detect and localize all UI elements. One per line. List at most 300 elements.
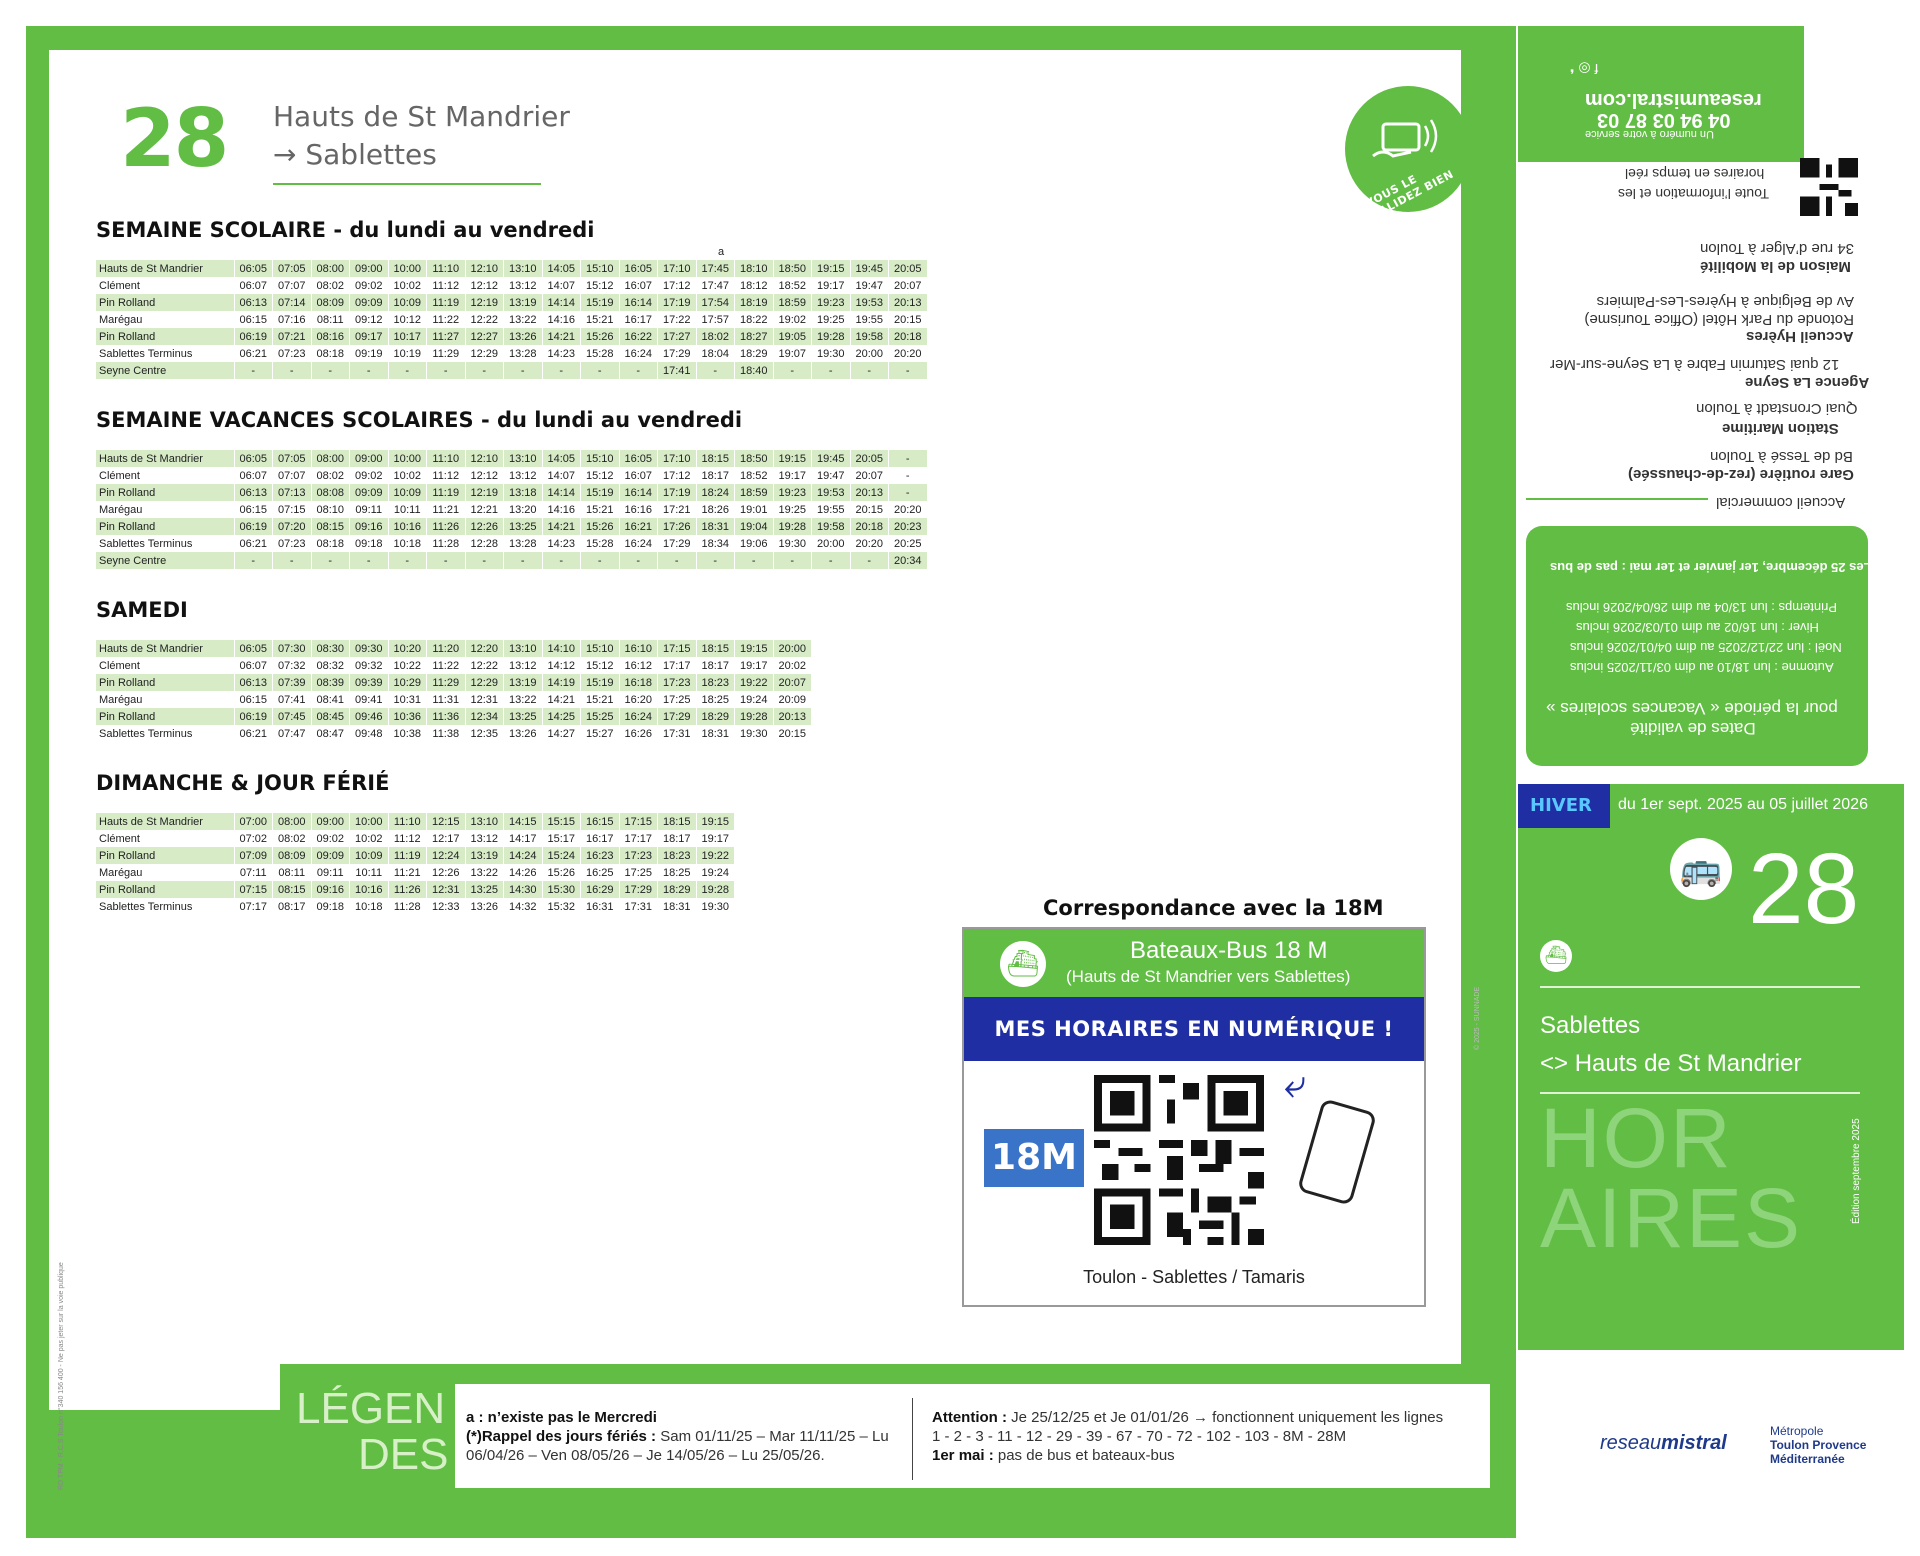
qr-caption-1: Toute l’information et les — [1618, 186, 1769, 202]
social-icons[interactable]: f ◎ ❛ — [1570, 61, 1599, 77]
departure-time: 17:10 — [658, 260, 697, 277]
departure-time: 09:16 — [311, 881, 350, 898]
departure-time: 13:10 — [465, 813, 504, 830]
departure-time: 17:15 — [658, 640, 697, 657]
cover-line-number: 28 — [1748, 833, 1860, 945]
departure-time: 16:21 — [619, 518, 658, 535]
table-row — [96, 813, 735, 830]
departure-time: 17:31 — [658, 725, 697, 742]
departure-time: 19:55 — [850, 311, 889, 328]
departure-time: 15:21 — [581, 691, 620, 708]
departure-time: 11:21 — [427, 501, 466, 518]
may-label: 1er mai : — [932, 1447, 994, 1464]
departure-time: 19:22 — [696, 847, 735, 864]
departure-time: 17:27 — [658, 328, 697, 345]
departure-time: 20:18 — [889, 328, 928, 345]
departure-time: 19:30 — [773, 535, 812, 552]
departure-time: - — [581, 552, 620, 569]
departure-time: 11:29 — [427, 345, 466, 362]
departure-time: 15:10 — [581, 640, 620, 657]
departure-time: 19:25 — [812, 311, 851, 328]
departure-time: - — [889, 362, 928, 379]
departure-time: 14:19 — [542, 674, 581, 691]
season-dates: du 1er sept. 2025 au 05 juillet 2026 — [1618, 796, 1868, 813]
departure-time: 17:23 — [619, 847, 658, 864]
departure-time: 13:19 — [465, 847, 504, 864]
departure-time: 16:31 — [581, 898, 620, 915]
departure-time: 09:11 — [311, 864, 350, 881]
departure-time: 11:19 — [427, 484, 466, 501]
departure-time: 06:21 — [234, 725, 273, 742]
departure-time: 09:11 — [350, 501, 389, 518]
departure-time: 19:05 — [773, 328, 812, 345]
departure-time: 16:20 — [619, 691, 658, 708]
phone-number[interactable]: 04 94 03 87 03 — [1597, 109, 1731, 131]
departure-time: 15:12 — [581, 467, 620, 484]
boat-route: (Hauts de St Mandrier vers Sablettes) — [1066, 967, 1351, 986]
cover-big-word — [1540, 1091, 1803, 1265]
departure-time: 10:38 — [388, 725, 427, 742]
departure-time: - — [542, 552, 581, 569]
departure-time: - — [388, 362, 427, 379]
departure-time: 06:07 — [234, 467, 273, 484]
table-row — [96, 345, 927, 362]
departure-time: 17:54 — [696, 294, 735, 311]
departure-time: 10:18 — [388, 535, 427, 552]
stop-name: Pin Rolland — [96, 328, 234, 345]
departure-time: 15:15 — [542, 813, 581, 830]
section-title-holiday-week: SEMAINE VACANCES SCOLAIRES - du lundi au vendredi — [96, 408, 743, 432]
stop-name: Marégau — [96, 501, 234, 518]
departure-time: 10:12 — [388, 311, 427, 328]
table-row — [96, 277, 927, 294]
departure-time: 14:30 — [504, 881, 543, 898]
departure-time: 19:30 — [812, 345, 851, 362]
departure-time: 13:25 — [465, 881, 504, 898]
legend-heading-2: DES — [358, 1430, 449, 1479]
departure-time: 15:26 — [542, 864, 581, 881]
departure-time: - — [427, 362, 466, 379]
table-row — [96, 484, 927, 501]
departure-time: 17:29 — [658, 535, 697, 552]
departure-time: 17:29 — [658, 708, 697, 725]
departure-time: 20:13 — [850, 484, 889, 501]
digital-timetable-banner: MES HORAIRES EN NUMÉRIQUE ! — [964, 997, 1424, 1061]
departure-time: 07:05 — [273, 450, 312, 467]
table-row — [96, 328, 927, 345]
departure-time: 19:02 — [773, 311, 812, 328]
validity-line-3: Hiver : lun 16/02 au dim 01/03/2026 inclus — [1576, 620, 1819, 635]
departure-time: 17:29 — [658, 345, 697, 362]
departure-time: 17:22 — [658, 311, 697, 328]
section-title-sunday: DIMANCHE & JOUR FÉRIÉ — [96, 771, 390, 795]
departure-time: 18:17 — [696, 657, 735, 674]
departure-time: 06:13 — [234, 484, 273, 501]
departure-time: 20:13 — [889, 294, 928, 311]
departure-time: 14:26 — [504, 864, 543, 881]
table-row — [96, 898, 735, 915]
departure-time: 16:17 — [619, 311, 658, 328]
table-row — [96, 450, 927, 467]
smartphone-icon — [1297, 1098, 1377, 1206]
office-addr-4: Quai Cronstadt à Toulon — [1696, 400, 1858, 417]
departure-time: 20:15 — [773, 725, 812, 742]
departure-time: 18:50 — [773, 260, 812, 277]
stop-name: Sablettes Terminus — [96, 725, 234, 742]
departure-time: 11:36 — [427, 708, 466, 725]
departure-time: 07:14 — [273, 294, 312, 311]
departure-time: 08:09 — [311, 294, 350, 311]
metropole-line-1: Métropole — [1770, 1424, 1824, 1438]
office-addr-1: 34 rue d’Alger à Toulon — [1700, 240, 1854, 257]
table-row — [96, 535, 927, 552]
departure-time: 08:02 — [273, 830, 312, 847]
departure-time: 11:22 — [427, 657, 466, 674]
departure-time: 06:05 — [234, 450, 273, 467]
stop-name: Clément — [96, 830, 234, 847]
departure-time: 09:09 — [311, 847, 350, 864]
departure-time: 19:28 — [696, 881, 735, 898]
departure-time: 15:21 — [581, 311, 620, 328]
departure-time: 09:48 — [350, 725, 389, 742]
validity-title-2: pour la période « Vacances scolaires » — [1546, 699, 1838, 718]
departure-time: 19:47 — [850, 277, 889, 294]
departure-time: 12:10 — [465, 260, 504, 277]
departure-time: 20:09 — [773, 691, 812, 708]
departure-time: 19:58 — [812, 518, 851, 535]
timetable-sunday — [96, 813, 735, 915]
departure-time: 12:12 — [465, 467, 504, 484]
stop-name: Hauts de St Mandrier — [96, 260, 234, 277]
departure-time: - — [773, 552, 812, 569]
legend-attention — [932, 1408, 1452, 1465]
office-addr-2: 12 quai Saturnin Fabre à La Seyne-sur-Mer — [1550, 356, 1840, 373]
departure-time: 14:23 — [542, 345, 581, 362]
departure-time: 13:19 — [504, 674, 543, 691]
departure-time: 18:29 — [735, 345, 774, 362]
departure-time: - — [889, 450, 928, 467]
departure-time: 20:05 — [889, 260, 928, 277]
departure-time: 18:31 — [696, 725, 735, 742]
departure-time: 19:58 — [850, 328, 889, 345]
departure-time: 16:29 — [581, 881, 620, 898]
departure-time: 17:25 — [658, 691, 697, 708]
departure-time: - — [658, 552, 697, 569]
stop-name: Hauts de St Mandrier — [96, 813, 234, 830]
departure-time: 20:07 — [889, 277, 928, 294]
departure-time: 16:24 — [619, 708, 658, 725]
departure-time: 07:41 — [273, 691, 312, 708]
departure-time: 10:18 — [350, 898, 389, 915]
departure-time: 19:01 — [735, 501, 774, 518]
table-row — [96, 691, 812, 708]
header-underline — [273, 183, 541, 185]
departure-time: 10:00 — [388, 450, 427, 467]
departure-time: 20:15 — [889, 311, 928, 328]
departure-time: 16:16 — [619, 501, 658, 518]
season-tag: HIVER — [1518, 784, 1610, 828]
departure-time: 07:30 — [273, 640, 312, 657]
validity-note: Les 25 décembre, 1er janvier et 1er mai : pas de bus — [1550, 560, 1872, 575]
departure-time: 07:17 — [234, 898, 273, 915]
departure-time: 20:20 — [889, 345, 928, 362]
office-name-4: Station Maritime — [1722, 420, 1839, 437]
departure-time: 18:59 — [735, 484, 774, 501]
departure-time: 07:15 — [273, 501, 312, 518]
credit-note: © 2025 - SUNNADE — [1474, 986, 1481, 1050]
departure-time: 12:26 — [465, 518, 504, 535]
departure-time: 12:35 — [465, 725, 504, 742]
departure-time: 16:17 — [581, 830, 620, 847]
stop-name: Pin Rolland — [96, 518, 234, 535]
departure-time: 15:19 — [581, 294, 620, 311]
departure-time: 17:17 — [619, 830, 658, 847]
departure-time: 19:15 — [696, 813, 735, 830]
timetable-saturday — [96, 640, 812, 742]
stop-name: Pin Rolland — [96, 674, 234, 691]
departure-time: 11:12 — [388, 830, 427, 847]
departure-time: 13:19 — [504, 294, 543, 311]
stop-name: Sablettes Terminus — [96, 535, 234, 552]
departure-time: 20:13 — [773, 708, 812, 725]
metropole-line-2: Toulon Provence — [1770, 1438, 1867, 1452]
qr-code-icon[interactable] — [1094, 1075, 1264, 1245]
departure-time: - — [850, 362, 889, 379]
departure-time: 19:17 — [696, 830, 735, 847]
table-row — [96, 708, 812, 725]
departure-time: 12:12 — [465, 277, 504, 294]
departure-time: 14:15 — [504, 813, 543, 830]
departure-time: 14:23 — [542, 535, 581, 552]
departure-time: 12:29 — [465, 345, 504, 362]
departure-time: 10:19 — [388, 345, 427, 362]
departure-time: 10:02 — [388, 467, 427, 484]
departure-time: 14:24 — [504, 847, 543, 864]
departure-time: 07:32 — [273, 657, 312, 674]
departure-time: 16:10 — [619, 640, 658, 657]
departure-time: - — [427, 552, 466, 569]
departure-time: - — [542, 362, 581, 379]
departure-time: 09:09 — [350, 294, 389, 311]
departure-time: 18:34 — [696, 535, 735, 552]
departure-time: 08:02 — [311, 277, 350, 294]
edition-note: Édition septembre 2025 — [1851, 1118, 1862, 1224]
departure-time: 18:31 — [658, 898, 697, 915]
departure-time: 18:15 — [658, 813, 697, 830]
departure-time: - — [350, 552, 389, 569]
metropole-logo[interactable] — [1770, 1424, 1866, 1466]
departure-time: 07:16 — [273, 311, 312, 328]
departure-time: 10:09 — [388, 294, 427, 311]
departure-time: 15:27 — [581, 725, 620, 742]
departure-time: 12:15 — [427, 813, 466, 830]
departure-time: 11:12 — [427, 277, 466, 294]
departure-time: 10:11 — [350, 864, 389, 881]
departure-time: 11:26 — [427, 518, 466, 535]
departure-time: 17:31 — [619, 898, 658, 915]
departure-time: 10:00 — [388, 260, 427, 277]
departure-time: 11:26 — [388, 881, 427, 898]
departure-time: 13:26 — [465, 898, 504, 915]
departure-time: 06:15 — [234, 501, 273, 518]
departure-time: - — [812, 552, 851, 569]
departure-time: 20:00 — [812, 535, 851, 552]
departure-time: 19:17 — [773, 467, 812, 484]
departure-time: 12:21 — [465, 501, 504, 518]
departure-time: 09:17 — [350, 328, 389, 345]
departure-time: - — [465, 362, 504, 379]
departure-time: 19:15 — [812, 260, 851, 277]
departure-time: 13:25 — [504, 518, 543, 535]
departure-time: 17:21 — [658, 501, 697, 518]
departure-time: 07:02 — [234, 830, 273, 847]
departure-time: 08:45 — [311, 708, 350, 725]
departure-time: 09:39 — [350, 674, 389, 691]
departure-time: 08:02 — [311, 467, 350, 484]
section-title-saturday: SAMEDI — [96, 598, 188, 622]
departure-time: 08:17 — [273, 898, 312, 915]
departure-time: 15:19 — [581, 484, 620, 501]
departure-time: 17:23 — [658, 674, 697, 691]
office-addr-5: Bd de Tessé à Toulon — [1710, 448, 1853, 465]
table-row — [96, 311, 927, 328]
departure-time: 10:29 — [388, 674, 427, 691]
departure-time: - — [273, 552, 312, 569]
departure-time: 18:31 — [696, 518, 735, 535]
legend-notes — [466, 1408, 906, 1465]
departure-time: 20:07 — [773, 674, 812, 691]
departure-time: 09:41 — [350, 691, 389, 708]
departure-time: 16:24 — [619, 345, 658, 362]
reseau-mistral-logo[interactable] — [1600, 1432, 1727, 1455]
table-row — [96, 362, 927, 379]
departure-time: 20:00 — [850, 345, 889, 362]
departure-time: 18:02 — [696, 328, 735, 345]
departure-time: 14:16 — [542, 501, 581, 518]
departure-time: 06:07 — [234, 277, 273, 294]
stop-name: Clément — [96, 657, 234, 674]
departure-time: - — [773, 362, 812, 379]
departure-time: - — [581, 362, 620, 379]
stop-name: Pin Rolland — [96, 881, 234, 898]
departure-time: 13:10 — [504, 640, 543, 657]
departure-time: 08:10 — [311, 501, 350, 518]
departure-time: 19:06 — [735, 535, 774, 552]
stop-name: Pin Rolland — [96, 294, 234, 311]
line-18m-badge: 18M — [984, 1129, 1084, 1187]
departure-time: 06:05 — [234, 260, 273, 277]
departure-time: 13:25 — [504, 708, 543, 725]
stop-name: Marégau — [96, 864, 234, 881]
departure-time: - — [311, 362, 350, 379]
departure-time: 17:41 — [658, 362, 697, 379]
departure-time: 19:15 — [735, 640, 774, 657]
departure-time: 11:10 — [427, 260, 466, 277]
departure-time: 20:15 — [850, 501, 889, 518]
departure-time: 11:19 — [388, 847, 427, 864]
qr-caption-2: horaires en temps réel — [1625, 166, 1765, 182]
departure-time: 07:15 — [234, 881, 273, 898]
departure-time: 18:29 — [658, 881, 697, 898]
departure-time: 14:21 — [542, 518, 581, 535]
departure-time: 15:28 — [581, 345, 620, 362]
departure-time: 10:36 — [388, 708, 427, 725]
departure-time: 11:28 — [388, 898, 427, 915]
departure-time: 19:53 — [850, 294, 889, 311]
departure-time: 15:30 — [542, 881, 581, 898]
departure-time: 11:12 — [427, 467, 466, 484]
legend-divider — [912, 1398, 913, 1480]
departure-time: 19:30 — [735, 725, 774, 742]
departure-time: 16:05 — [619, 260, 658, 277]
departure-time: 06:19 — [234, 328, 273, 345]
departure-time: 15:26 — [581, 328, 620, 345]
departure-time: 07:21 — [273, 328, 312, 345]
departure-time: 19:15 — [773, 450, 812, 467]
departure-time: 09:18 — [350, 535, 389, 552]
departure-time: 11:19 — [427, 294, 466, 311]
stop-name: Sablettes Terminus — [96, 345, 234, 362]
departure-time: 08:18 — [311, 345, 350, 362]
departure-time: - — [889, 467, 928, 484]
stop-name: Hauts de St Mandrier — [96, 450, 234, 467]
departure-time: 20:23 — [889, 518, 928, 535]
panel-divider — [1526, 498, 1708, 500]
departure-time: 17:29 — [619, 881, 658, 898]
departure-time: 06:13 — [234, 294, 273, 311]
departure-time: 12:24 — [427, 847, 466, 864]
departure-time: 16:18 — [619, 674, 658, 691]
stop-name: Sablettes Terminus — [96, 898, 234, 915]
departure-time: 14:12 — [542, 657, 581, 674]
table-row — [96, 830, 735, 847]
departure-time: - — [619, 362, 658, 379]
departure-time: 16:12 — [619, 657, 658, 674]
departure-time: 18:52 — [773, 277, 812, 294]
departure-time: - — [735, 552, 774, 569]
qr-code-icon[interactable] — [1800, 158, 1858, 216]
departure-time: 14:27 — [542, 725, 581, 742]
stop-name: Marégau — [96, 691, 234, 708]
validity-line-1: Automne : lun 18/10 au dim 03/11/2025 inclus — [1570, 660, 1834, 675]
legend-heading-1: LÉGEN — [296, 1384, 446, 1433]
stop-name: Hauts de St Mandrier — [96, 640, 234, 657]
departure-time: 16:24 — [619, 535, 658, 552]
departure-time: 13:26 — [504, 725, 543, 742]
departure-time: 17:25 — [619, 864, 658, 881]
departure-time: 06:07 — [234, 657, 273, 674]
line-number: 28 — [120, 92, 228, 185]
departure-time: 18:19 — [735, 294, 774, 311]
departure-time: 07:09 — [234, 847, 273, 864]
departure-time: 07:20 — [273, 518, 312, 535]
departure-time: 14:07 — [542, 277, 581, 294]
departure-time: 17:19 — [658, 294, 697, 311]
departure-time: 19:28 — [812, 328, 851, 345]
departure-time: 15:12 — [581, 657, 620, 674]
departure-time: 06:05 — [234, 640, 273, 657]
departure-time: 14:17 — [504, 830, 543, 847]
departure-time: 13:12 — [465, 830, 504, 847]
departure-time: 06:13 — [234, 674, 273, 691]
departure-time: 06:21 — [234, 535, 273, 552]
table-row — [96, 881, 735, 898]
table-row — [96, 847, 735, 864]
departure-time: 12:10 — [465, 450, 504, 467]
website[interactable]: reseaumistral.com — [1585, 89, 1762, 111]
departure-time: 18:40 — [735, 362, 774, 379]
departure-time: 18:23 — [658, 847, 697, 864]
